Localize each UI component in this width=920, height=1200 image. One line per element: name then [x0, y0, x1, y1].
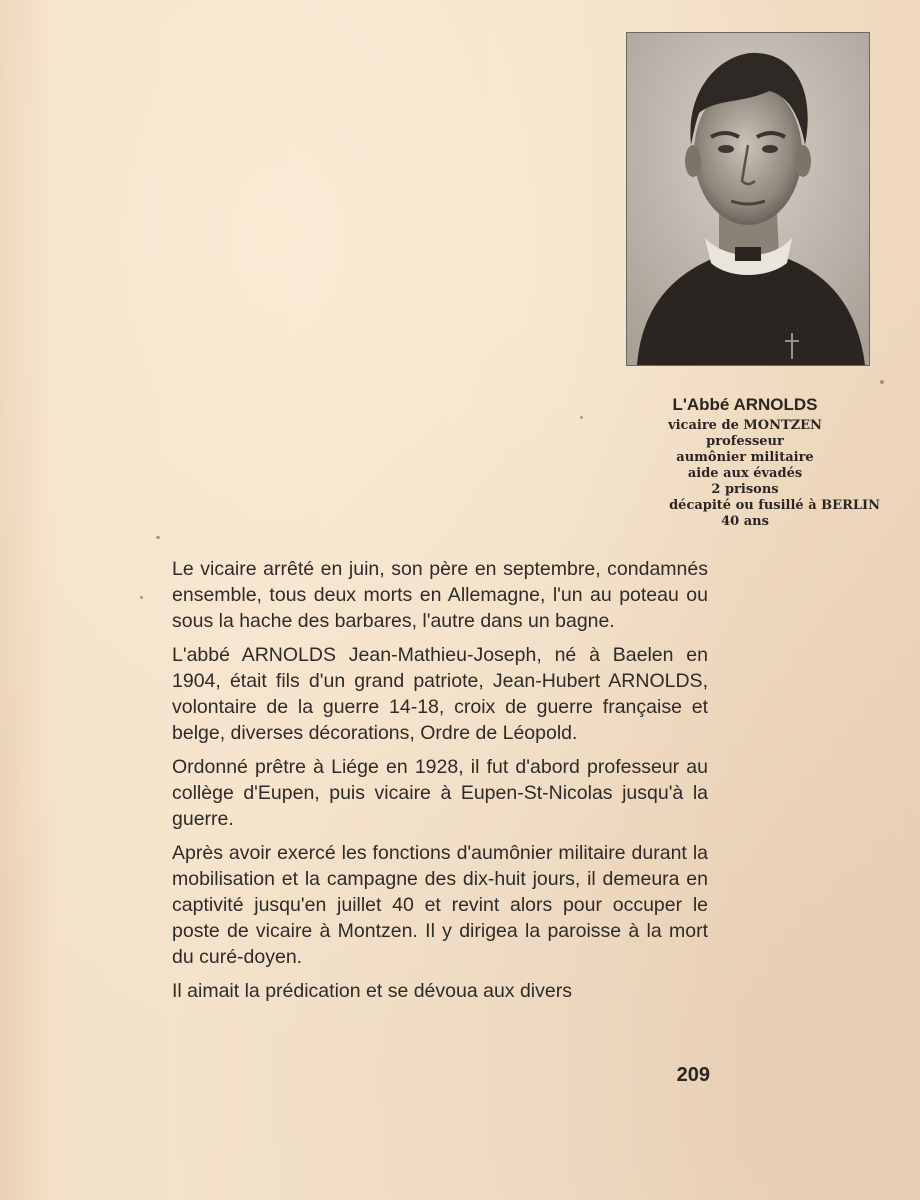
caption-name: L'Abbé ARNOLDS: [672, 395, 818, 414]
article-body: [172, 556, 708, 1004]
caption-line-death: décapité ou fusillé à BERLIN: [669, 498, 880, 513]
caption-line-profession: professeur: [706, 434, 784, 449]
paper-speck: [580, 416, 583, 419]
paragraph-military: Après avoir exercé les fonctions d'aumônier militaire durant la mobilisation et la campagne des dix-huit jours, il demeura en captivité jusqu'en juillet 40 et revint alors pour occuper le poste de vicaire à Montzen. Il y dirigea la paroisse à la mort du curé-doyen.: [172, 842, 708, 968]
caption-line-chaplain: aumônier militaire: [676, 450, 814, 465]
caption-line-role: vicaire de MONTZEN: [668, 418, 822, 433]
page-number: 209: [676, 1064, 710, 1086]
caption-line-prisons: 2 prisons: [711, 482, 779, 497]
caption-line-age: 40 ans: [721, 514, 769, 529]
caption-line-escapees: aide aux évadés: [687, 466, 803, 481]
paragraph-biography: L'abbé ARNOLDS Jean-Mathieu-Joseph, né à Baelen en 1904, était fils d'un grand patriote, Jean-Hubert ARNOLDS, volontaire de la guerre 14-18, croix de guerre française et belge, diverses décorations, Ordre de Léopold.: [172, 644, 708, 744]
paper-speck: [880, 380, 884, 384]
priest-portrait-image: [627, 33, 869, 365]
paper-speck: [156, 536, 160, 539]
photo-caption: [600, 394, 890, 530]
paper-speck: [140, 596, 143, 599]
paragraph-ordination: Ordonné prêtre à Liége en 1928, il fut d'abord professeur au collège d'Eupen, puis vicaire à Eupen-St-Nicolas jusqu'à la guerre.: [172, 756, 708, 830]
portrait-photo: [626, 32, 870, 366]
paragraph-arrest: Le vicaire arrêté en juin, son père en septembre, condamnés ensemble, tous deux morts en Allemagne, l'un au poteau ou sous la hache des barbares, l'autre dans un bagne.: [172, 558, 708, 632]
paragraph-preaching: Il aimait la prédication et se dévoua aux divers: [172, 980, 572, 1002]
